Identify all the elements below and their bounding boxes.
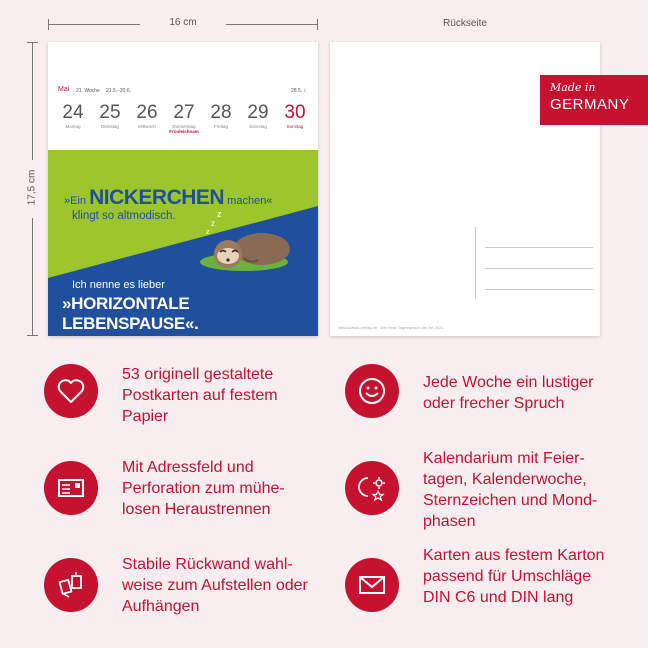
made-in-germany-badge: Made in GERMANY — [540, 75, 648, 125]
calendar-header — [56, 86, 310, 96]
width-dimension — [48, 17, 318, 31]
feature-text: Stabile Rückwand wahl-weise zum Aufstellen oder Aufhängen — [122, 556, 308, 615]
feature-text: Mit Adressfeld und Perforation zum mühe-losen Heraustrennen — [122, 459, 285, 518]
heart-icon — [44, 364, 98, 418]
address-divider — [475, 227, 476, 299]
moon-phase: 28.5. ☾ — [291, 88, 308, 94]
calendar-day: 29 Samstag — [247, 102, 269, 129]
back-footer: www.korsch-verlag.de · Der fiese Tagesspruch der Art 2021 — [338, 325, 444, 330]
feature-text: Jede Woche ein lustiger oder frecher Spruch — [423, 374, 594, 412]
quote-line-2: klingt so altmodisch. — [72, 210, 176, 222]
holiday-label: Fronleichnam — [169, 129, 199, 134]
height-label: 17,5 cm — [26, 169, 38, 206]
height-dimension — [24, 42, 40, 336]
feature-text: 53 originell gestaltete Postkarten auf festem Papier — [122, 366, 278, 425]
calendar-week: 21. Woche — [76, 88, 100, 94]
address-line — [485, 289, 593, 290]
calendar-day: 25 Dienstag — [99, 102, 121, 129]
quote-line-4: »HORIZONTALE LEBENSPAUSE«. — [62, 294, 199, 333]
zodiac-range: 21.5.–20.6. — [106, 88, 132, 94]
address-card-icon — [44, 461, 98, 515]
calendar-days — [56, 102, 312, 134]
calendar-day: 26 Mittwoch — [136, 102, 158, 129]
calendar-day: 27 Donnerstag Fronleichnam — [167, 102, 201, 134]
postcard-front — [48, 42, 318, 336]
calendar-day-sunday: 30 Sonntag — [284, 102, 306, 129]
calendar-day: 24 Montag — [62, 102, 84, 129]
svg-text:z: z — [217, 209, 222, 219]
address-line — [485, 247, 593, 248]
svg-text:z: z — [211, 219, 215, 228]
calendar-month: Mai — [58, 86, 70, 93]
quote-line-3: Ich nenne es lieber — [72, 279, 165, 291]
envelope-icon — [345, 558, 399, 612]
quote-line-1: »Ein NICKERCHEN machen« — [64, 186, 273, 209]
back-side-label: Rückseite — [443, 18, 487, 29]
smiley-icon — [345, 364, 399, 418]
calendar-day: 28 Freitag — [210, 102, 232, 129]
address-line — [485, 268, 593, 269]
feature-text: Karten aus festem Karton passend für Umschläge DIN C6 und DIN lang — [423, 547, 605, 606]
moon-sun-star-icon — [345, 461, 399, 515]
svg-text:z: z — [206, 229, 210, 236]
hanging-cards-icon — [44, 558, 98, 612]
width-label: 16 cm — [169, 17, 197, 28]
feature-text: Kalendarium mit Feier-tagen, Kalenderwoche, Sternzeichen und Mond-phasen — [423, 450, 598, 530]
